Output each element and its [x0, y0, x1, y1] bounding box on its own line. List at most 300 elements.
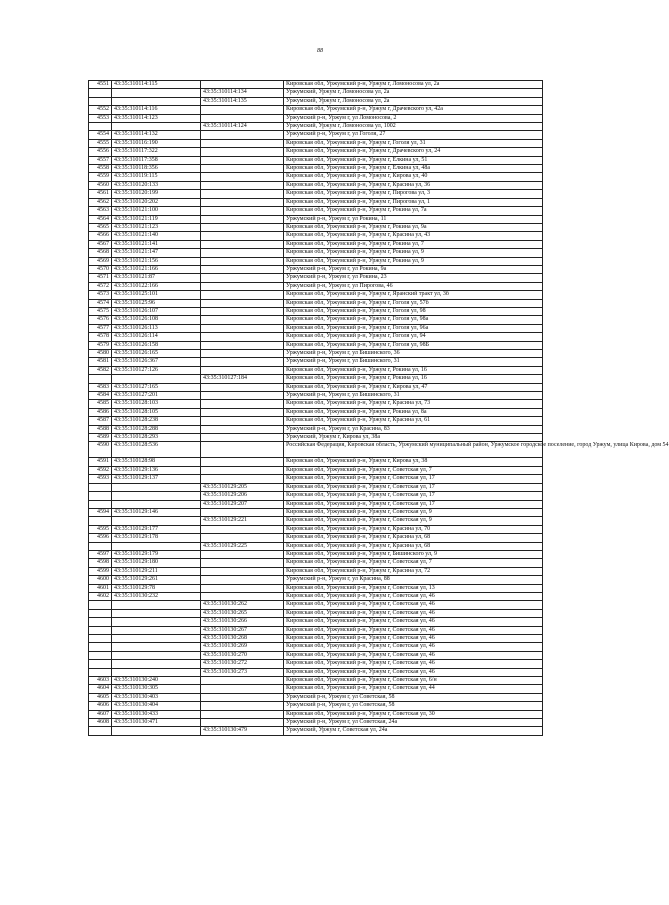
cadastral-number-cell: 43:35:310130:403 [112, 693, 201, 701]
row-number-cell: 4575 [89, 307, 112, 315]
sub-cadastral-number-cell [201, 475, 284, 483]
cadastral-number-cell [112, 727, 201, 735]
row-number-cell: 4558 [89, 165, 112, 173]
sub-cadastral-number-cell [201, 693, 284, 701]
table-row [89, 475, 543, 483]
cadastral-number-cell [112, 123, 201, 131]
cadastral-number-cell [112, 609, 201, 617]
row-number-cell: 4581 [89, 358, 112, 366]
address-cell: Кировская обл, Уржумский р-н, Уржум г, Советская ул, 17 [284, 475, 543, 483]
cadastral-number-cell: 43:35:310126:107 [112, 307, 201, 315]
cadastral-number-cell: 43:35:310117:358 [112, 156, 201, 164]
cadastral-number-cell: 43:35:310129:136 [112, 466, 201, 474]
table-row [89, 626, 543, 634]
sub-cadastral-number-cell [201, 434, 284, 442]
address-cell: Уржумский р-н, Уржум г, ул Советская, 24а [284, 719, 543, 727]
address-cell: Уржумский, Уржум г, Ломоносова ул, 2а [284, 89, 543, 97]
table-row [89, 668, 543, 676]
table-row [89, 609, 543, 617]
sub-cadastral-number-cell [201, 324, 284, 332]
cadastral-number-cell [112, 626, 201, 634]
address-cell: Кировская обл, Уржумский р-н, Уржум г, Кирова ул, 40 [284, 173, 543, 181]
row-number-cell [89, 668, 112, 676]
sub-cadastral-number-cell [201, 156, 284, 164]
row-number-cell: 4552 [89, 106, 112, 114]
address-cell: Кировская обл, Уржумский р-н, Уржум г, Гоголя ул, 98 [284, 307, 543, 315]
table-row [89, 442, 543, 458]
table-row [89, 341, 543, 349]
row-number-cell: 4587 [89, 417, 112, 425]
table-row [89, 508, 543, 516]
address-cell: Кировская обл, Уржумский р-н, Уржум г, Яранский тракт ул, 3б [284, 291, 543, 299]
row-number-cell: 4596 [89, 534, 112, 542]
sub-cadastral-number-cell [201, 525, 284, 533]
table-row [89, 517, 543, 525]
table-row [89, 198, 543, 206]
cadastral-number-cell [112, 651, 201, 659]
row-number-cell: 4564 [89, 215, 112, 223]
cadastral-number-cell: 43:35:310114:123 [112, 114, 201, 122]
address-cell: Уржумский р-н, Уржум г, ул Бишинского, 31 [284, 392, 543, 400]
cadastral-number-cell: 43:35:310119:115 [112, 173, 201, 181]
cadastral-number-cell [112, 375, 201, 383]
address-cell: Кировская обл, Уржумский р-н, Уржум г, Елкина ул, 51 [284, 156, 543, 164]
table-row [89, 89, 543, 97]
row-number-cell [89, 618, 112, 626]
row-number-cell: 4555 [89, 139, 112, 147]
address-cell: Кировская обл, Уржумский р-н, Уржум г, Кирова ул, 47 [284, 383, 543, 391]
table-row [89, 139, 543, 147]
table-row [89, 584, 543, 592]
sub-cadastral-number-cell [201, 173, 284, 181]
address-cell: Уржумский р-н, Уржум г, ул Красина, 83 [284, 425, 543, 433]
table-row [89, 249, 543, 257]
address-cell: Уржумский, Уржум г, Кирова ул, 38а [284, 434, 543, 442]
cadastral-number-cell: 43:35:310125:96 [112, 299, 201, 307]
row-number-cell: 4601 [89, 584, 112, 592]
cadastral-number-cell: 43:35:310129:211 [112, 567, 201, 575]
row-number-cell [89, 542, 112, 550]
address-cell: Кировская обл, Уржумский р-н, Уржум г, Советская ул, 7 [284, 559, 543, 567]
cadastral-number-cell [112, 660, 201, 668]
sub-cadastral-number-cell [201, 198, 284, 206]
row-number-cell: 4582 [89, 366, 112, 374]
address-cell: Кировская обл, Уржумский р-н, Уржум г, Гоголя ул, 98а [284, 316, 543, 324]
table-row [89, 383, 543, 391]
cadastral-number-cell [112, 618, 201, 626]
table-row [89, 81, 543, 89]
sub-cadastral-number-cell: 43:35:310130:270 [201, 651, 284, 659]
cadastral-number-cell [112, 635, 201, 643]
row-number-cell [89, 89, 112, 97]
cadastral-number-cell: 43:35:310128:536 [112, 442, 201, 458]
sub-cadastral-number-cell [201, 131, 284, 139]
sub-cadastral-number-cell: 43:35:310114:124 [201, 123, 284, 131]
row-number-cell: 4603 [89, 677, 112, 685]
row-number-cell: 4566 [89, 232, 112, 240]
row-number-cell: 4559 [89, 173, 112, 181]
address-cell: Уржумский р-н, Уржум г, ул Бишинского, 31 [284, 358, 543, 366]
cadastral-number-cell: 43:35:310129:179 [112, 550, 201, 558]
sub-cadastral-number-cell [201, 508, 284, 516]
row-number-cell [89, 492, 112, 500]
table-row [89, 550, 543, 558]
address-cell: Уржумский р-н, Уржум г, ул Гоголя, 27 [284, 131, 543, 139]
cadastral-number-cell: 43:35:310126:158 [112, 341, 201, 349]
address-cell: Кировская обл, Уржумский р-н, Уржум г, Гоголя ул, 98Б [284, 341, 543, 349]
table-row [89, 131, 543, 139]
address-cell: Уржумский р-н, Уржум г, ул Рокина, 9а [284, 265, 543, 273]
address-cell: Кировская обл, Уржумский р-н, Уржум г, Советская ул, 46 [284, 660, 543, 668]
row-number-cell: 4561 [89, 190, 112, 198]
table-row [89, 727, 543, 735]
row-number-cell: 4585 [89, 400, 112, 408]
cadastral-number-cell: 43:35:310121:87 [112, 274, 201, 282]
table-row [89, 207, 543, 215]
row-number-cell: 4598 [89, 559, 112, 567]
sub-cadastral-number-cell: 43:35:310129:221 [201, 517, 284, 525]
table-row [89, 333, 543, 341]
sub-cadastral-number-cell [201, 584, 284, 592]
table-row [89, 282, 543, 290]
sub-cadastral-number-cell [201, 350, 284, 358]
address-cell: Кировская обл, Уржумский р-н, Уржум г, Гоголя ул, 96а [284, 324, 543, 332]
row-number-cell: 4586 [89, 408, 112, 416]
table-row [89, 710, 543, 718]
cadastral-number-cell: 43:35:310118:356 [112, 165, 201, 173]
cadastral-number-cell: 43:35:310128:105 [112, 408, 201, 416]
address-cell: Кировская обл, Уржумский р-н, Уржум г, Гоголя ул, 57б [284, 299, 543, 307]
row-number-cell: 4574 [89, 299, 112, 307]
table-row [89, 232, 543, 240]
cadastral-number-cell [112, 643, 201, 651]
address-cell: Кировская обл, Уржумский р-н, Уржум г, Красина ул, 68 [284, 542, 543, 550]
sub-cadastral-number-cell [201, 207, 284, 215]
table-row [89, 567, 543, 575]
address-cell: Уржумский р-н, Уржум г, ул Советская, 58 [284, 693, 543, 701]
cadastral-number-cell [112, 500, 201, 508]
address-cell: Кировская обл, Уржумский р-н, Уржум г, Рокина ул, 8а [284, 408, 543, 416]
row-number-cell [89, 643, 112, 651]
sub-cadastral-number-cell [201, 139, 284, 147]
row-number-cell: 4557 [89, 156, 112, 164]
address-cell: Кировская обл, Уржумский р-н, Уржум г, Красина ул, 36 [284, 181, 543, 189]
table-row [89, 483, 543, 491]
address-cell: Кировская обл, Уржумский р-н, Уржум г, Советская ул, 46 [284, 609, 543, 617]
cadastral-table [88, 80, 669, 736]
sub-cadastral-number-cell [201, 181, 284, 189]
sub-cadastral-number-cell [201, 417, 284, 425]
table-row [89, 643, 543, 651]
table-row [89, 324, 543, 332]
cadastral-number-cell: 43:35:310128:293 [112, 434, 201, 442]
sub-cadastral-number-cell [201, 425, 284, 433]
row-number-cell [89, 123, 112, 131]
row-number-cell: 4600 [89, 576, 112, 584]
table-row [89, 350, 543, 358]
address-cell: Кировская обл, Уржумский р-н, Уржум г, Драчевского ул, 24 [284, 148, 543, 156]
cadastral-number-cell: 43:35:310130:433 [112, 710, 201, 718]
row-number-cell [89, 651, 112, 659]
row-number-cell [89, 375, 112, 383]
sub-cadastral-number-cell [201, 466, 284, 474]
address-cell: Кировская обл, Уржумский р-н, Уржум г, Красина ул, 72 [284, 567, 543, 575]
address-cell: Кировская обл, Уржумский р-н, Уржум г, Ломоносова ул, 2а [284, 81, 543, 89]
table-row [89, 223, 543, 231]
cadastral-number-cell [112, 97, 201, 105]
sub-cadastral-number-cell: 43:35:310130:269 [201, 643, 284, 651]
sub-cadastral-number-cell [201, 274, 284, 282]
sub-cadastral-number-cell [201, 383, 284, 391]
table-row [89, 458, 543, 466]
sub-cadastral-number-cell [201, 341, 284, 349]
row-number-cell: 4578 [89, 333, 112, 341]
table-row [89, 291, 543, 299]
sub-cadastral-number-cell [201, 307, 284, 315]
cadastral-number-cell: 43:35:310128:98 [112, 458, 201, 466]
sub-cadastral-number-cell [201, 223, 284, 231]
cadastral-number-cell: 43:35:310121:147 [112, 249, 201, 257]
cadastral-number-cell: 43:35:310122:166 [112, 282, 201, 290]
table-row [89, 148, 543, 156]
row-number-cell [89, 500, 112, 508]
row-number-cell: 4568 [89, 249, 112, 257]
row-number-cell: 4594 [89, 508, 112, 516]
address-cell: Уржумский р-н, Уржум г, ул Ломоносова, 2 [284, 114, 543, 122]
sub-cadastral-number-cell [201, 257, 284, 265]
sub-cadastral-number-cell [201, 550, 284, 558]
row-number-cell: 4565 [89, 223, 112, 231]
row-number-cell: 4590 [89, 442, 112, 458]
sub-cadastral-number-cell [201, 148, 284, 156]
table-row [89, 601, 543, 609]
address-cell: Кировская обл, Уржумский р-н, Уржум г, Советская ул, 17 [284, 492, 543, 500]
sub-cadastral-number-cell [201, 106, 284, 114]
sub-cadastral-number-cell [201, 282, 284, 290]
sub-cadastral-number-cell: 43:35:310130:265 [201, 609, 284, 617]
cadastral-number-cell: 43:35:310116:190 [112, 139, 201, 147]
row-number-cell: 4551 [89, 81, 112, 89]
sub-cadastral-number-cell [201, 685, 284, 693]
address-cell: Кировская обл, Уржумский р-н, Уржум г, Бишинского ул, 9 [284, 550, 543, 558]
sub-cadastral-number-cell [201, 114, 284, 122]
table-row [89, 408, 543, 416]
table-row [89, 417, 543, 425]
sub-cadastral-number-cell: 43:35:310129:207 [201, 500, 284, 508]
row-number-cell: 4576 [89, 316, 112, 324]
cadastral-number-cell: 43:35:310129:146 [112, 508, 201, 516]
table-row [89, 316, 543, 324]
cadastral-number-cell: 43:35:310128:238 [112, 417, 201, 425]
row-number-cell: 4597 [89, 550, 112, 558]
row-number-cell: 4580 [89, 350, 112, 358]
row-number-cell: 4604 [89, 685, 112, 693]
row-number-cell: 4571 [89, 274, 112, 282]
sub-cadastral-number-cell [201, 592, 284, 600]
table-row [89, 400, 543, 408]
table-row [89, 307, 543, 315]
table-row [89, 425, 543, 433]
table-row [89, 693, 543, 701]
address-cell: Уржумский р-н, Уржум г, ул Красина, 88 [284, 576, 543, 584]
row-number-cell: 4593 [89, 475, 112, 483]
sub-cadastral-number-cell: 43:35:310129:205 [201, 483, 284, 491]
table-row [89, 97, 543, 105]
sub-cadastral-number-cell: 43:35:310127:184 [201, 375, 284, 383]
table-row [89, 492, 543, 500]
cadastral-number-cell: 43:35:310114:115 [112, 81, 201, 89]
row-number-cell [89, 660, 112, 668]
address-cell: Кировская обл, Уржумский р-н, Уржум г, Советская ул, 46 [284, 592, 543, 600]
row-number-cell: 4560 [89, 181, 112, 189]
row-number-cell: 4563 [89, 207, 112, 215]
sub-cadastral-number-cell [201, 534, 284, 542]
table-row [89, 114, 543, 122]
sub-cadastral-number-cell [201, 249, 284, 257]
row-number-cell: 4579 [89, 341, 112, 349]
cadastral-number-cell: 43:35:310114:132 [112, 131, 201, 139]
sub-cadastral-number-cell: 43:35:310130:479 [201, 727, 284, 735]
row-number-cell: 4573 [89, 291, 112, 299]
cadastral-number-cell: 43:35:310129:178 [112, 534, 201, 542]
row-number-cell [89, 517, 112, 525]
table-row [89, 257, 543, 265]
table-row [89, 173, 543, 181]
address-cell: Уржумский р-н, Уржум г, ул Советская, 58 [284, 702, 543, 710]
table-row [89, 265, 543, 273]
table-row [89, 434, 543, 442]
address-cell: Кировская обл, Уржумский р-н, Уржум г, Пирогова ул, 1 [284, 198, 543, 206]
cadastral-number-cell: 43:35:310126:367 [112, 358, 201, 366]
cadastral-number-cell: 43:35:310117:322 [112, 148, 201, 156]
table-row [89, 358, 543, 366]
cadastral-number-cell: 43:35:310121:100 [112, 207, 201, 215]
address-cell: Кировская обл, Уржумский р-н, Уржум г, Гоголя ул, 94 [284, 333, 543, 341]
row-number-cell [89, 727, 112, 735]
table-row [89, 660, 543, 668]
address-cell: Кировская обл, Уржумский р-н, Уржум г, Советская ул, 30 [284, 710, 543, 718]
cadastral-number-cell: 43:35:310130:404 [112, 702, 201, 710]
address-cell: Кировская обл, Уржумский р-н, Уржум г, Советская ул, 46 [284, 618, 543, 626]
sub-cadastral-number-cell [201, 710, 284, 718]
row-number-cell: 4569 [89, 257, 112, 265]
cadastral-number-cell: 43:35:310129:180 [112, 559, 201, 567]
address-cell: Кировская обл, Уржумский р-н, Уржум г, Красина ул, 43 [284, 232, 543, 240]
address-cell: Уржумский р-н, Уржум г, ул Рокина, 11 [284, 215, 543, 223]
address-cell: Кировская обл, Уржумский р-н, Уржум г, Рокина ул, 7а [284, 207, 543, 215]
row-number-cell: 4584 [89, 392, 112, 400]
row-number-cell: 4591 [89, 458, 112, 466]
table-row [89, 559, 543, 567]
table-row [89, 702, 543, 710]
sub-cadastral-number-cell [201, 392, 284, 400]
cadastral-number-cell: 43:35:310120:133 [112, 181, 201, 189]
cadastral-number-cell [112, 668, 201, 676]
sub-cadastral-number-cell: 43:35:310114:134 [201, 89, 284, 97]
table-row [89, 466, 543, 474]
table-row [89, 165, 543, 173]
table-row [89, 106, 543, 114]
address-cell: Кировская обл, Уржумский р-н, Уржум г, Советская ул, 46 [284, 668, 543, 676]
cadastral-number-cell: 43:35:310121:141 [112, 240, 201, 248]
address-cell: Кировская обл, Уржумский р-н, Уржум г, Красина ул, 73 [284, 400, 543, 408]
table-row [89, 525, 543, 533]
sub-cadastral-number-cell [201, 165, 284, 173]
table-row [89, 685, 543, 693]
address-cell: Уржумский р-н, Уржум г, ул Бишинского, 36 [284, 350, 543, 358]
row-number-cell: 4595 [89, 525, 112, 533]
sub-cadastral-number-cell [201, 677, 284, 685]
sub-cadastral-number-cell: 43:35:310129:225 [201, 542, 284, 550]
cadastral-number-cell [112, 89, 201, 97]
address-cell: Кировская обл, Уржумский р-н, Уржум г, Советская ул, 17 [284, 500, 543, 508]
row-number-cell: 4554 [89, 131, 112, 139]
sub-cadastral-number-cell [201, 719, 284, 727]
row-number-cell [89, 609, 112, 617]
table-row [89, 719, 543, 727]
row-number-cell: 4556 [89, 148, 112, 156]
sub-cadastral-number-cell: 43:35:310130:268 [201, 635, 284, 643]
cadastral-number-cell: 43:35:310130:232 [112, 592, 201, 600]
table-row [89, 190, 543, 198]
cadastral-number-cell: 43:35:310127:126 [112, 366, 201, 374]
sub-cadastral-number-cell [201, 299, 284, 307]
cadastral-number-cell: 43:35:310126:108 [112, 316, 201, 324]
table-row [89, 534, 543, 542]
table-row [89, 375, 543, 383]
cadastral-number-cell [112, 517, 201, 525]
cadastral-number-cell: 43:35:310129:177 [112, 525, 201, 533]
sub-cadastral-number-cell: 43:35:310130:262 [201, 601, 284, 609]
address-cell: Кировская обл, Уржумский р-н, Уржум г, Рокина ул, 9 [284, 257, 543, 265]
cadastral-number-cell: 43:35:310121:119 [112, 215, 201, 223]
address-cell: Кировская обл, Уржумский р-н, Уржум г, Советская ул, 13 [284, 584, 543, 592]
cadastral-number-cell: 43:35:310121:140 [112, 232, 201, 240]
row-number-cell: 4606 [89, 702, 112, 710]
sub-cadastral-number-cell [201, 316, 284, 324]
cadastral-number-cell: 43:35:310125:101 [112, 291, 201, 299]
address-cell: Кировская обл, Уржумский р-н, Уржум г, Советская ул, 9 [284, 508, 543, 516]
address-cell: Кировская обл, Уржумский р-н, Уржум г, Красина ул, 70 [284, 525, 543, 533]
page-number: 88 [317, 48, 323, 54]
address-cell: Кировская обл, Уржумский р-н, Уржум г, Советская ул, 9 [284, 517, 543, 525]
address-cell: Кировская обл, Уржумский р-н, Уржум г, Советская ул, 7 [284, 466, 543, 474]
address-cell: Кировская обл, Уржумский р-н, Уржум г, Советская ул, 46 [284, 601, 543, 609]
address-cell: Кировская обл, Уржумский р-н, Уржум г, Рокина ул, 7 [284, 240, 543, 248]
sub-cadastral-number-cell [201, 291, 284, 299]
sub-cadastral-number-cell [201, 366, 284, 374]
table-row [89, 677, 543, 685]
address-cell: Российская Федерация, Кировская область, Уржумский муниципальный район, Уржумское городское поселение, город Уржум, улица Кирова, дом 54 [284, 442, 543, 458]
address-cell: Кировская обл, Уржумский р-н, Уржум г, Кирова ул, 38 [284, 458, 543, 466]
row-number-cell: 4608 [89, 719, 112, 727]
row-number-cell: 4562 [89, 198, 112, 206]
row-number-cell: 4599 [89, 567, 112, 575]
cadastral-number-cell: 43:35:310129:137 [112, 475, 201, 483]
address-cell: Кировская обл, Уржумский р-н, Уржум г, Рокина ул, 16 [284, 375, 543, 383]
row-number-cell [89, 601, 112, 609]
table-row [89, 542, 543, 550]
table-row [89, 500, 543, 508]
table-row [89, 299, 543, 307]
sub-cadastral-number-cell: 43:35:310129:206 [201, 492, 284, 500]
cadastral-number-cell: 43:35:310120:199 [112, 190, 201, 198]
row-number-cell: 4605 [89, 693, 112, 701]
cadastral-number-cell: 43:35:310127:165 [112, 383, 201, 391]
sub-cadastral-number-cell: 43:35:310130:267 [201, 626, 284, 634]
sub-cadastral-number-cell [201, 265, 284, 273]
cadastral-number-cell: 43:35:310128:288 [112, 425, 201, 433]
